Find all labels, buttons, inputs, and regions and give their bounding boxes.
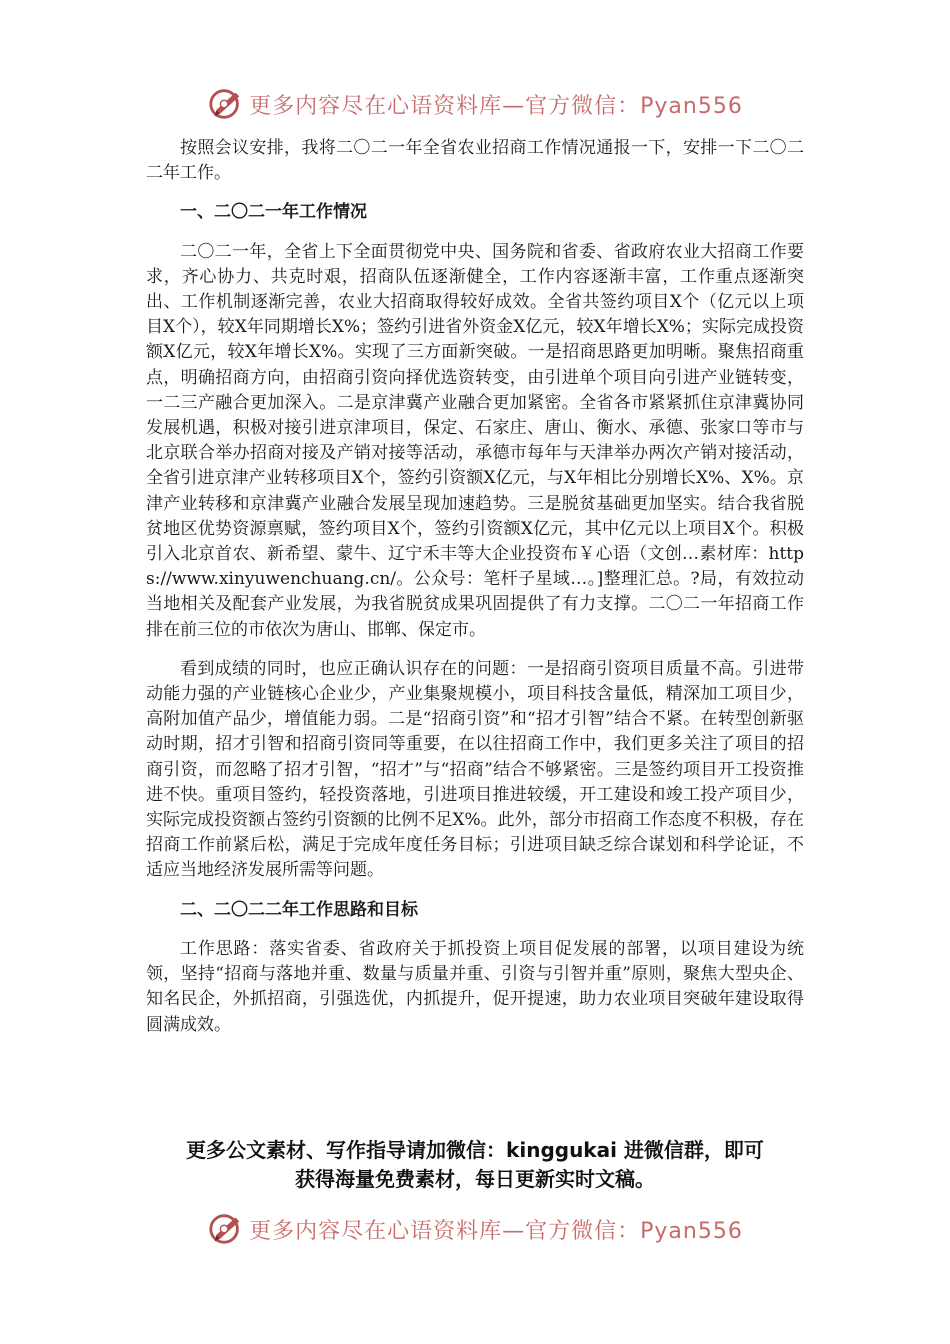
- footer-watermark-text: 更多内容尽在心语资料库—官方微信：Pyan556: [249, 1218, 743, 1244]
- promo-line-1: 更多公文素材、写作指导请加微信：kinggukai 进微信群，即可: [186, 1138, 764, 1162]
- section-2-paragraph-1: 工作思路：落实省委、省政府关于抓投资上项目促发展的部署，以项目建设为统领，坚持“招商与落地并重、数量与质量并重、引资与引智并重”原则，聚焦大型央企、知名民企，外抓招商，引强选优，内抓提升，促开提速，助力农业项目突破年建设取得圆满成效。: [146, 938, 804, 1035]
- footer-watermark-banner: [0, 1209, 950, 1249]
- document-body: [146, 136, 804, 1052]
- section-1-paragraph-2: 看到成绩的同时，也应正确认识存在的问题：一是招商引资项目质量不高。引进带动能力强的产业链核心企业少，产业集聚规模小，项目科技含量低，精深加工项目少，高附加值产品少，增值能力弱。二是“招商引资”和“招才引智”结合不紧。在转型创新驱动时期，招才引智和招商引资同等重要，在以往招商工作中，我们更多关注了项目的招商引资，而忽略了招才引智，“招才”与“招商”结合不够紧密。三是签约项目开工投资推进不快。重项目签约，轻投资落地，引进项目推进较缓，开工建设和竣工投产项目少，实际完成投资额占签约引资额的比例不足X%。此外，部分市招商工作态度不积极，存在招商工作前紧后松，满足于完成年度任务目标；引进项目缺乏综合谋划和科学论证，不适应当地经济发展所需等问题。: [146, 658, 804, 881]
- header-watermark-text: 更多内容尽在心语资料库—官方微信：Pyan556: [249, 93, 743, 119]
- header-watermark-banner: [0, 84, 950, 124]
- promo-line-2: 获得海量免费素材，每日更新实时文稿。: [295, 1167, 655, 1191]
- section-2-heading: 二、二〇二二年工作思路和目标: [180, 899, 418, 920]
- section-1-heading: 一、二〇二一年工作情况: [180, 202, 367, 223]
- section-1-paragraph-1: 二〇二一年，全省上下全面贯彻党中央、国务院和省委、省政府农业大招商工作要求，齐心协力、共克时艰，招商队伍逐渐健全，工作内容逐渐丰富，工作重点逐渐突出、工作机制逐渐完善，农业大招商取得较好成效。全省共签约项目X个（亿元以上项目X个），较X年同期增长X%；签约引进省外资金X亿元，较X年增长X%；实际完成投资额X亿元，较X年增长X%。实现了三方面新突破。一是招商思路更加明晰。聚焦招商重点，明确招商方向，由招商引资向择优选资转变，由引进单个项目向引进产业链转变，一二三产融合更加深入。二是京津冀产业融合更加紧密。全省各市紧紧抓住京津冀协同发展机遇，积极对接引进京津项目，保定、石家庄、唐山、衡水、承德、张家口等市与北京联合举办招商对接及产销对接等活动，承德市每年与天津举办两次产销对接活动，全省引进京津产业转移项目X个，签约引资额X亿元，与X年相比分别增长X%、X%。京津产业转移和京津冀产业融合发展呈现加速趋势。三是脱贫基础更加坚实。结合我省脱贫地区优势资源禀赋，签约项目X个，签约引资额X亿元，其中亿元以上项目X个。积极引入北京首农、新希望、蒙牛、辽宁禾丰等大企业投资布￥心语（文创…素材库：https://www.xinyuwenchuang.cn/。公众号：笔杆子星域…。]整理汇总。?局，有效拉动当地相关及配套产业发展，为我省脱贫成果巩固提供了有力支撑。二〇二一年招商工作排在前三位的市依次为唐山、邯郸、保定市。: [146, 241, 804, 640]
- pen-logo-icon: [207, 85, 245, 123]
- intro-paragraph: 按照会议安排，我将二〇二一年全省农业招商工作情况通报一下，安排一下二〇二二年工作。: [146, 138, 804, 184]
- promo-text-block: [120, 1136, 830, 1194]
- pen-logo-icon: [207, 1210, 245, 1248]
